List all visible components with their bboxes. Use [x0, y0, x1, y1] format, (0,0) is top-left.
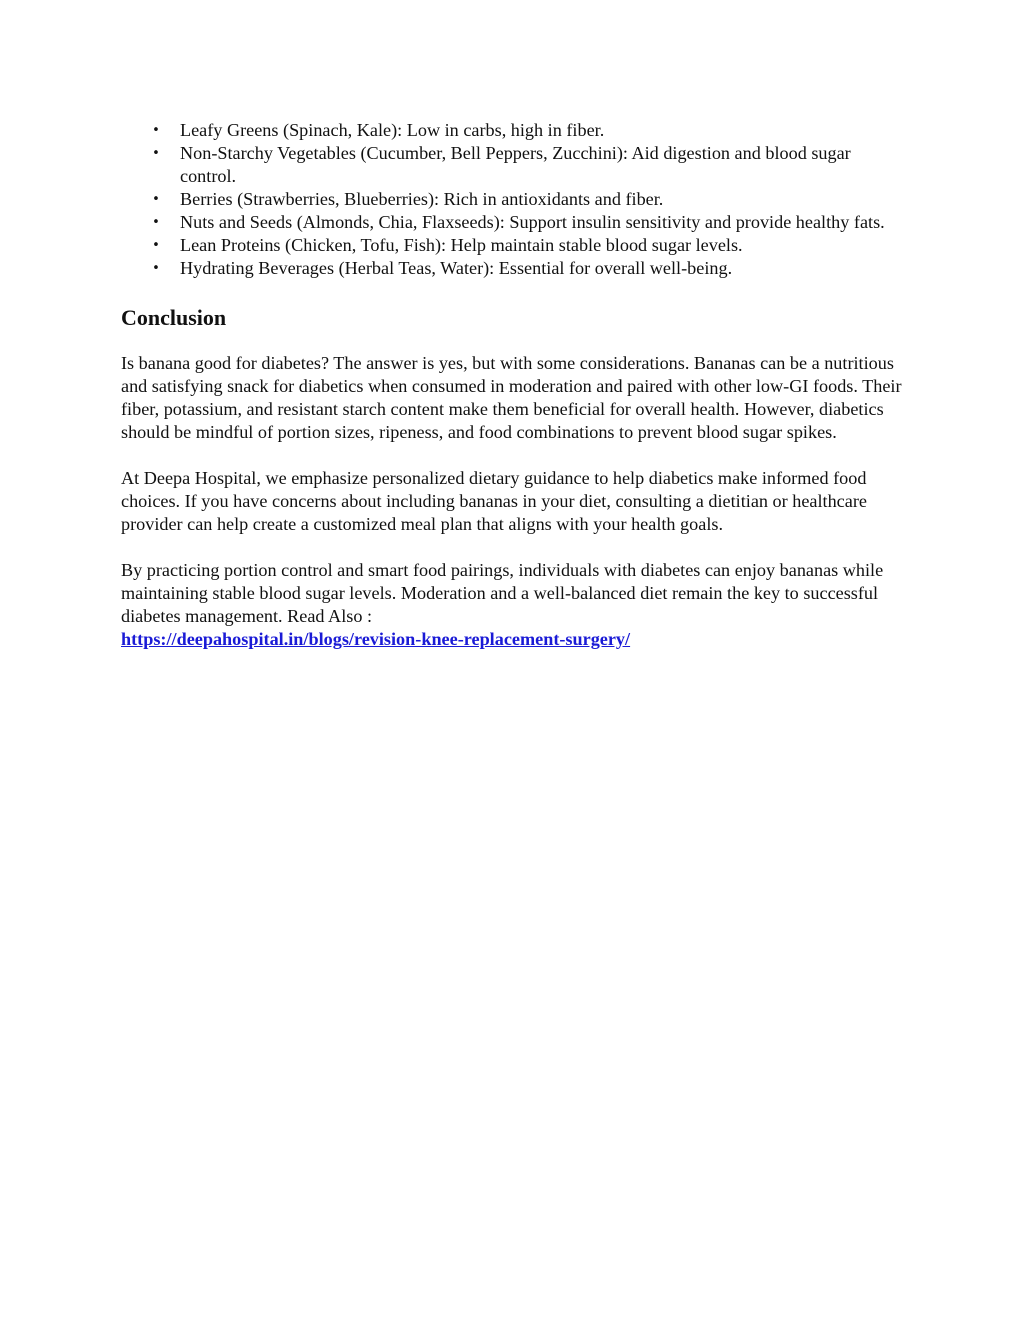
page-content — [121, 119, 911, 651]
bullet-icon: • — [152, 238, 160, 253]
food-recommendation-list — [121, 119, 911, 280]
conclusion-heading: Conclusion — [121, 305, 227, 330]
list-item-text: Leafy Greens (Spinach, Kale): Low in carbs, high in fiber. — [180, 120, 605, 140]
list-item — [121, 234, 911, 257]
bullet-icon: • — [152, 192, 160, 207]
list-item — [121, 119, 911, 142]
bullet-icon: • — [152, 261, 160, 276]
conclusion-paragraph-2: At Deepa Hospital, we emphasize personalized dietary guidance to help diabetics make informed food choices. If you have concerns about including bananas in your diet, consulting a dietitian or healthcare provider can help create a customized meal plan that aligns with your health goals. — [121, 468, 867, 534]
conclusion-paragraph-3 — [121, 559, 911, 651]
list-item — [121, 142, 911, 188]
list-item — [121, 188, 911, 211]
bullet-icon: • — [152, 215, 160, 230]
list-item-text: Hydrating Beverages (Herbal Teas, Water): Essential for overall well-being. — [180, 258, 733, 278]
list-item-text: Non-Starchy Vegetables (Cucumber, Bell Peppers, Zucchini): Aid digestion and blood sugar control. — [180, 143, 851, 186]
list-item-text: Berries (Strawberries, Blueberries): Rich in antioxidants and fiber. — [180, 189, 664, 209]
read-also-link[interactable]: https://deepahospital.in/blogs/revision-knee-replacement-surgery/ — [121, 629, 631, 649]
list-item-text: Nuts and Seeds (Almonds, Chia, Flaxseeds): Support insulin sensitivity and provide healthy fats. — [180, 212, 885, 232]
list-item — [121, 211, 911, 234]
conclusion-paragraph-3-text: By practicing portion control and smart food pairings, individuals with diabetes can enjoy bananas while maintaining stable blood sugar levels. Moderation and a well-balanced diet remain the key to successful diabetes management. Read Also : — [121, 560, 884, 626]
list-item-text: Lean Proteins (Chicken, Tofu, Fish): Help maintain stable blood sugar levels. — [180, 235, 743, 255]
bullet-icon: • — [152, 146, 160, 161]
bullet-icon: • — [152, 123, 160, 138]
list-item — [121, 257, 911, 280]
conclusion-paragraph-1: Is banana good for diabetes? The answer is yes, but with some considerations. Bananas can be a nutritious and satisfying snack for diabetics when consumed in moderation and paired with other low-GI foods. Their fiber, potassium, and resistant starch content make them beneficial for overall health. However, diabetics should be mindful of portion sizes, ripeness, and food combinations to prevent blood sugar spikes. — [121, 353, 902, 442]
